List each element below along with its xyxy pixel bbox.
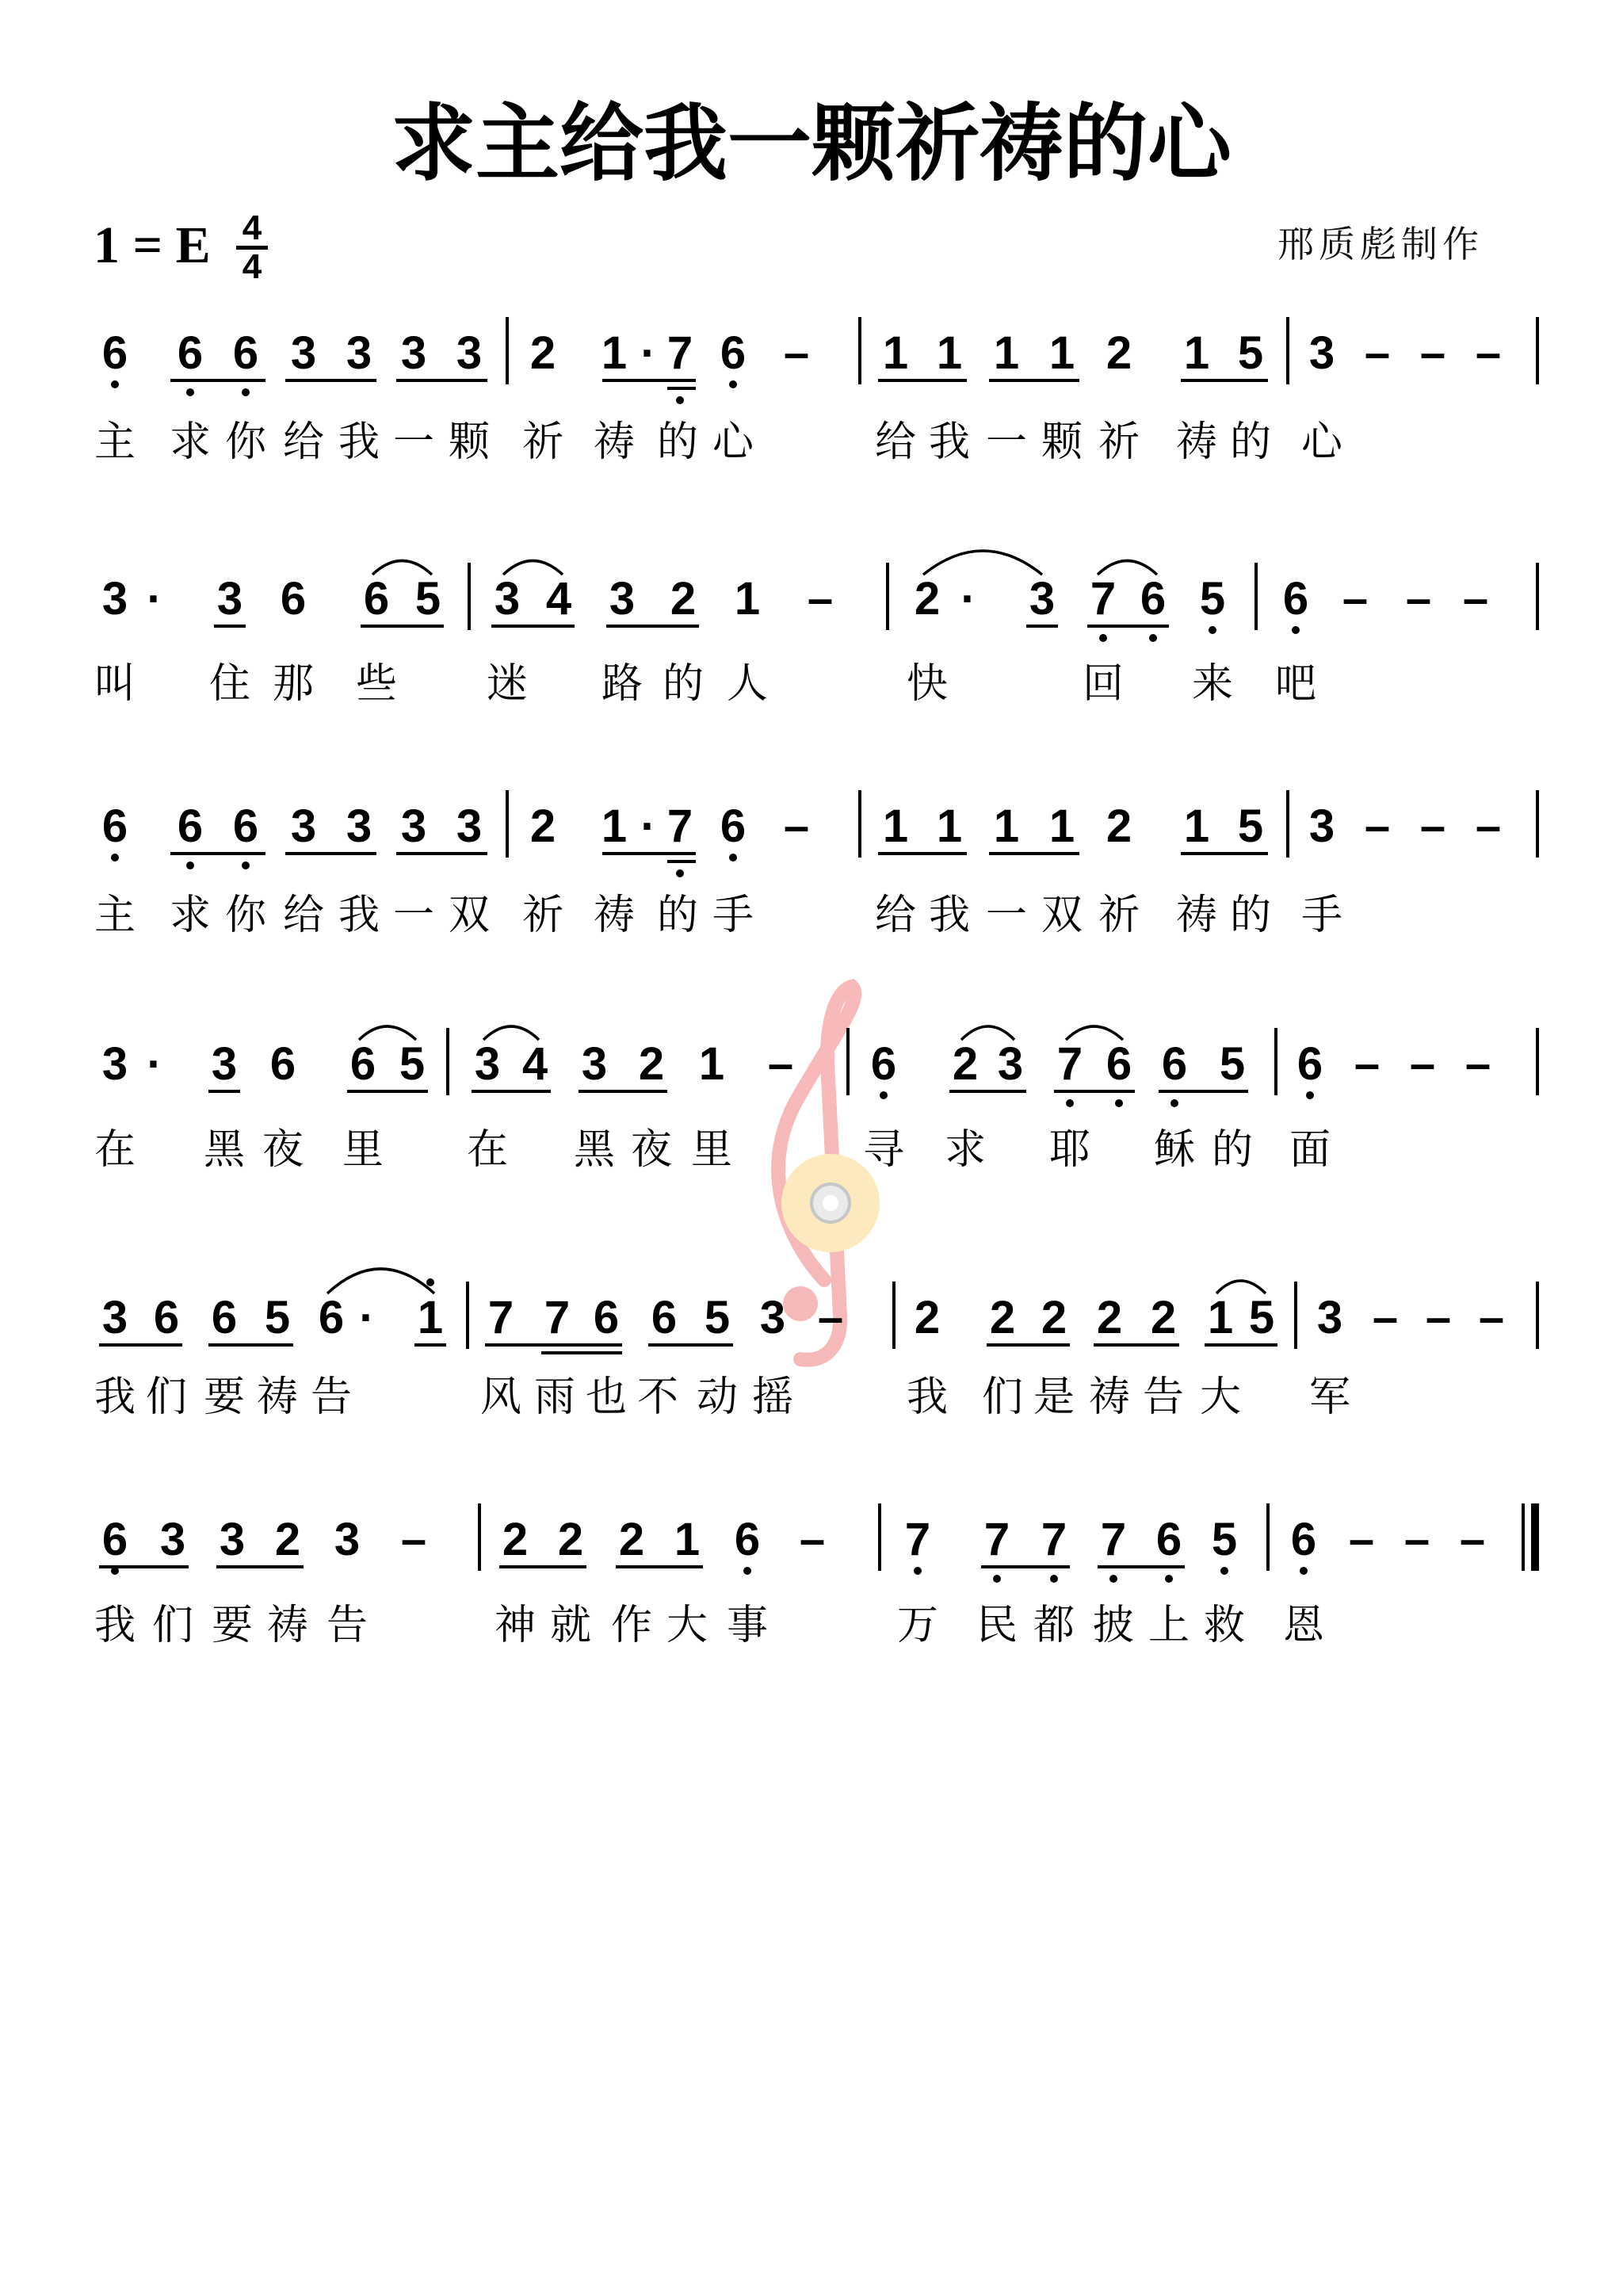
note: 7: [1100, 1514, 1127, 1565]
note: 6: [1106, 1038, 1132, 1090]
lyric: 在: [94, 1126, 136, 1174]
note: 6: [177, 327, 204, 379]
lyric: 大: [1199, 1373, 1242, 1421]
dash: –: [1409, 1038, 1436, 1090]
dash: –: [783, 800, 810, 852]
lyric: 手: [712, 892, 754, 939]
note: 3: [494, 573, 521, 625]
dash: –: [799, 1514, 826, 1565]
lyric: 们: [981, 1373, 1024, 1421]
note: 3: [1308, 800, 1335, 852]
lyric: 都: [1033, 1602, 1075, 1649]
note: 2: [914, 573, 941, 625]
note: 7: [983, 1514, 1010, 1565]
dot: ·: [147, 1038, 162, 1090]
note: 2: [618, 1514, 645, 1565]
note: 2: [1096, 1292, 1123, 1343]
time-signature-bottom: 4: [242, 247, 262, 286]
lyric: 披: [1092, 1602, 1135, 1649]
note: 6: [870, 1038, 897, 1090]
note: 5: [704, 1292, 731, 1343]
lyric: 求: [944, 1126, 987, 1174]
lyric: 祷: [266, 1602, 309, 1649]
note: 3: [346, 327, 372, 379]
lyric: 路: [601, 660, 643, 708]
lyric: 叫: [94, 660, 136, 708]
lyric: 作: [610, 1602, 653, 1649]
note: 2: [529, 327, 556, 379]
dash: –: [1419, 800, 1446, 852]
note: 7: [1090, 573, 1117, 625]
note: 6: [593, 1292, 620, 1343]
note: 3: [219, 1514, 246, 1565]
lyric: 不: [636, 1373, 679, 1421]
note: 1: [1048, 327, 1075, 379]
dash: –: [1364, 800, 1391, 852]
note: 3: [1029, 573, 1056, 625]
dot: ·: [147, 573, 162, 625]
lyric: 黑: [203, 1126, 246, 1174]
note: 6: [1155, 1514, 1182, 1565]
lyric: 来: [1191, 660, 1234, 708]
lyric: 主: [94, 892, 136, 939]
note: 3: [334, 1514, 361, 1565]
note: 1: [601, 800, 628, 852]
note: 6: [1140, 573, 1167, 625]
lyric: 我: [928, 892, 971, 939]
lyric: 一: [392, 892, 435, 939]
lyric: 颗: [448, 418, 491, 466]
lyric: 迷: [486, 660, 529, 708]
lyric: 的: [662, 660, 705, 708]
lyric: 上: [1148, 1602, 1190, 1649]
dash: –: [1403, 1514, 1430, 1565]
song-title: 求主给我一颗祈祷的心: [391, 95, 1232, 193]
note: 3: [609, 573, 636, 625]
note: 6: [232, 800, 259, 852]
lyric: 那: [272, 660, 315, 708]
lyric: 人: [726, 660, 769, 708]
note: 1: [734, 573, 761, 625]
note: 7: [544, 1292, 571, 1343]
lyric: 手: [1300, 892, 1343, 939]
lyric: 军: [1308, 1373, 1351, 1421]
note: 6: [1161, 1038, 1188, 1090]
lyric: 面: [1289, 1126, 1331, 1174]
lyric: 祷: [1175, 418, 1218, 466]
note: 6: [1282, 573, 1309, 625]
note: 1: [601, 327, 628, 379]
note: 6: [318, 1292, 345, 1343]
note: 7: [1056, 1038, 1083, 1090]
lyric: 给: [282, 418, 325, 466]
note: 5: [1237, 800, 1264, 852]
row-5: [94, 1269, 1537, 1421]
lyric: 里: [690, 1126, 733, 1174]
lyric: 祈: [1098, 892, 1140, 939]
note: 7: [666, 800, 693, 852]
lyric: 我: [338, 418, 380, 466]
note: 4: [521, 1038, 548, 1090]
note: 2: [1106, 327, 1132, 379]
note: 3: [400, 800, 427, 852]
lyric: 动: [696, 1373, 739, 1421]
lyric: 我: [338, 892, 380, 939]
dash: –: [1372, 1292, 1399, 1343]
lyric: 在: [466, 1126, 509, 1174]
note: 2: [952, 1038, 979, 1090]
lyric: 颗: [1041, 418, 1083, 466]
lyric: 祷: [593, 892, 636, 939]
note: 1: [936, 327, 963, 379]
dash: –: [767, 1038, 794, 1090]
lyric: 些: [355, 660, 398, 708]
lyric: 雨: [533, 1373, 576, 1421]
note: 6: [211, 1292, 238, 1343]
lyric: 求: [169, 892, 212, 939]
row-1: [94, 317, 1537, 466]
note: 2: [529, 800, 556, 852]
row-2: [94, 551, 1537, 708]
lyric: 的: [656, 418, 699, 466]
lyric: 告: [310, 1373, 353, 1421]
lyric: 里: [342, 1126, 384, 1174]
note: 6: [651, 1292, 678, 1343]
time-signature-top: 4: [236, 211, 268, 250]
lyric: 是: [1033, 1373, 1075, 1421]
dot: ·: [640, 800, 656, 852]
lyric: 祷: [256, 1373, 299, 1421]
lyric: 双: [448, 892, 491, 939]
note: 1: [1207, 1292, 1234, 1343]
note: 6: [720, 800, 747, 852]
lyric: 你: [224, 892, 267, 939]
dash: –: [1354, 1038, 1381, 1090]
dash: –: [1405, 573, 1432, 625]
note: 6: [177, 800, 204, 852]
lyric: 给: [874, 892, 917, 939]
note: 5: [1211, 1514, 1238, 1565]
lyric: 住: [208, 660, 251, 708]
dot: ·: [359, 1292, 375, 1343]
note: 5: [264, 1292, 291, 1343]
dash: –: [1342, 573, 1369, 625]
note: 1: [993, 327, 1020, 379]
note: 6: [363, 573, 390, 625]
note: 3: [581, 1038, 608, 1090]
note: 6: [232, 327, 259, 379]
lyric: 回: [1082, 660, 1125, 708]
note: 5: [399, 1038, 426, 1090]
lyric: 的: [656, 892, 699, 939]
dash: –: [1348, 1514, 1375, 1565]
lyric: 吧: [1274, 660, 1317, 708]
note: 6: [720, 327, 747, 379]
note: 7: [904, 1514, 931, 1565]
dot: ·: [640, 327, 656, 379]
note: 6: [101, 327, 128, 379]
lyric: 祈: [1098, 418, 1140, 466]
lyric: 万: [896, 1602, 939, 1649]
lyric: 祈: [521, 892, 564, 939]
lyric: 一: [985, 892, 1028, 939]
lyric: 我: [906, 1373, 949, 1421]
note: 3: [101, 1292, 128, 1343]
note: 3: [290, 327, 317, 379]
note: 1: [993, 800, 1020, 852]
dash: –: [1425, 1292, 1452, 1343]
row-3: [94, 790, 1537, 939]
lyric: 双: [1041, 892, 1083, 939]
note: 5: [414, 573, 441, 625]
lyric: 寻: [862, 1126, 905, 1174]
lyric: 求: [169, 418, 212, 466]
lyric: 要: [203, 1373, 246, 1421]
note: 3: [101, 573, 128, 625]
arranger-credit: 邢质彪制作: [1277, 223, 1484, 266]
lyric: 也: [585, 1373, 628, 1421]
note: 5: [1237, 327, 1264, 379]
lyric: 的: [1211, 1126, 1254, 1174]
lyric: 心: [712, 418, 754, 466]
lyric: 们: [145, 1373, 188, 1421]
lyric: 我: [94, 1373, 136, 1421]
lyric: 祷: [593, 418, 636, 466]
lyric: 给: [874, 418, 917, 466]
row-6: [94, 1503, 1539, 1649]
dot: ·: [960, 573, 976, 625]
note: 2: [989, 1292, 1016, 1343]
lyric: 你: [224, 418, 267, 466]
lyric: 告: [1142, 1373, 1185, 1421]
lyric: 事: [726, 1602, 769, 1649]
lyric: 民: [976, 1602, 1018, 1649]
note: 2: [1041, 1292, 1067, 1343]
lyric: 们: [151, 1602, 194, 1649]
note: 3: [456, 800, 483, 852]
note: 1: [1183, 327, 1210, 379]
dash: –: [817, 1292, 844, 1343]
note: 1: [1183, 800, 1210, 852]
lyric: 救: [1203, 1602, 1246, 1649]
lyric: 的: [1229, 418, 1272, 466]
dash: –: [1462, 573, 1489, 625]
lyric: 快: [906, 660, 949, 708]
dash: –: [807, 573, 834, 625]
note: 3: [474, 1038, 501, 1090]
note: 2: [914, 1292, 941, 1343]
note: 7: [1041, 1514, 1067, 1565]
row-4: [94, 1026, 1537, 1174]
note: 3: [211, 1038, 238, 1090]
note: 7: [666, 327, 693, 379]
note: 1: [882, 327, 909, 379]
note: 6: [269, 1038, 296, 1090]
note: 6: [101, 1514, 128, 1565]
dash: –: [1419, 327, 1446, 379]
lyric: 告: [326, 1602, 369, 1649]
note: 3: [159, 1514, 186, 1565]
lyric: 恩: [1282, 1602, 1325, 1649]
note: 6: [349, 1038, 376, 1090]
dash: –: [1478, 1292, 1505, 1343]
lyric: 黑: [573, 1126, 616, 1174]
dash: –: [783, 327, 810, 379]
note: 3: [346, 800, 372, 852]
lyric: 我: [94, 1602, 136, 1649]
lyric: 就: [549, 1602, 592, 1649]
note: 2: [502, 1514, 529, 1565]
note: 2: [638, 1038, 665, 1090]
note: 3: [216, 573, 243, 625]
note: 3: [1316, 1292, 1343, 1343]
lyric: 的: [1229, 892, 1272, 939]
lyric: 主: [94, 418, 136, 466]
note: 1: [698, 1038, 725, 1090]
dash: –: [1459, 1514, 1486, 1565]
note: 6: [101, 800, 128, 852]
lyric: 耶: [1048, 1126, 1091, 1174]
note: 3: [456, 327, 483, 379]
lyric: 大: [666, 1602, 708, 1649]
lyric: 祷: [1088, 1373, 1131, 1421]
note: 1: [882, 800, 909, 852]
note: 3: [1308, 327, 1335, 379]
note: 5: [1248, 1292, 1275, 1343]
note: 5: [1199, 573, 1226, 625]
note: 6: [153, 1292, 180, 1343]
note: 2: [557, 1514, 584, 1565]
lyric: 稣: [1153, 1126, 1196, 1174]
note: 6: [280, 573, 307, 625]
note: 2: [274, 1514, 301, 1565]
lyric: 风: [479, 1373, 522, 1421]
dash: –: [1475, 327, 1502, 379]
note: 3: [759, 1292, 786, 1343]
dash: –: [400, 1514, 427, 1565]
note: 3: [290, 800, 317, 852]
lyric: 夜: [630, 1126, 673, 1174]
note: 6: [1296, 1038, 1323, 1090]
note: 1: [417, 1292, 444, 1343]
note: 1: [1048, 800, 1075, 852]
lyric: 夜: [262, 1126, 304, 1174]
note: 7: [487, 1292, 514, 1343]
dash: –: [1465, 1038, 1491, 1090]
lyric: 摇: [751, 1373, 794, 1421]
lyric: 一: [392, 418, 435, 466]
note: 3: [400, 327, 427, 379]
lyric: 一: [985, 418, 1028, 466]
lyric: 我: [928, 418, 971, 466]
dash: –: [1475, 800, 1502, 852]
note: 5: [1219, 1038, 1246, 1090]
key-signature: 1 = E: [94, 216, 211, 274]
dash: –: [1364, 327, 1391, 379]
note: 4: [545, 573, 572, 625]
note: 6: [1290, 1514, 1317, 1565]
note: 6: [734, 1514, 761, 1565]
note: 3: [997, 1038, 1024, 1090]
lyric: 神: [494, 1602, 537, 1649]
note: 2: [670, 573, 697, 625]
lyric: 心: [1300, 418, 1343, 466]
note: 3: [101, 1038, 128, 1090]
lyric: 祷: [1175, 892, 1218, 939]
lyric: 要: [211, 1602, 254, 1649]
lyric: 祈: [521, 418, 564, 466]
note: 1: [936, 800, 963, 852]
lyric: 给: [282, 892, 325, 939]
note: 1: [674, 1514, 701, 1565]
note: 2: [1106, 800, 1132, 852]
note: 2: [1150, 1292, 1177, 1343]
